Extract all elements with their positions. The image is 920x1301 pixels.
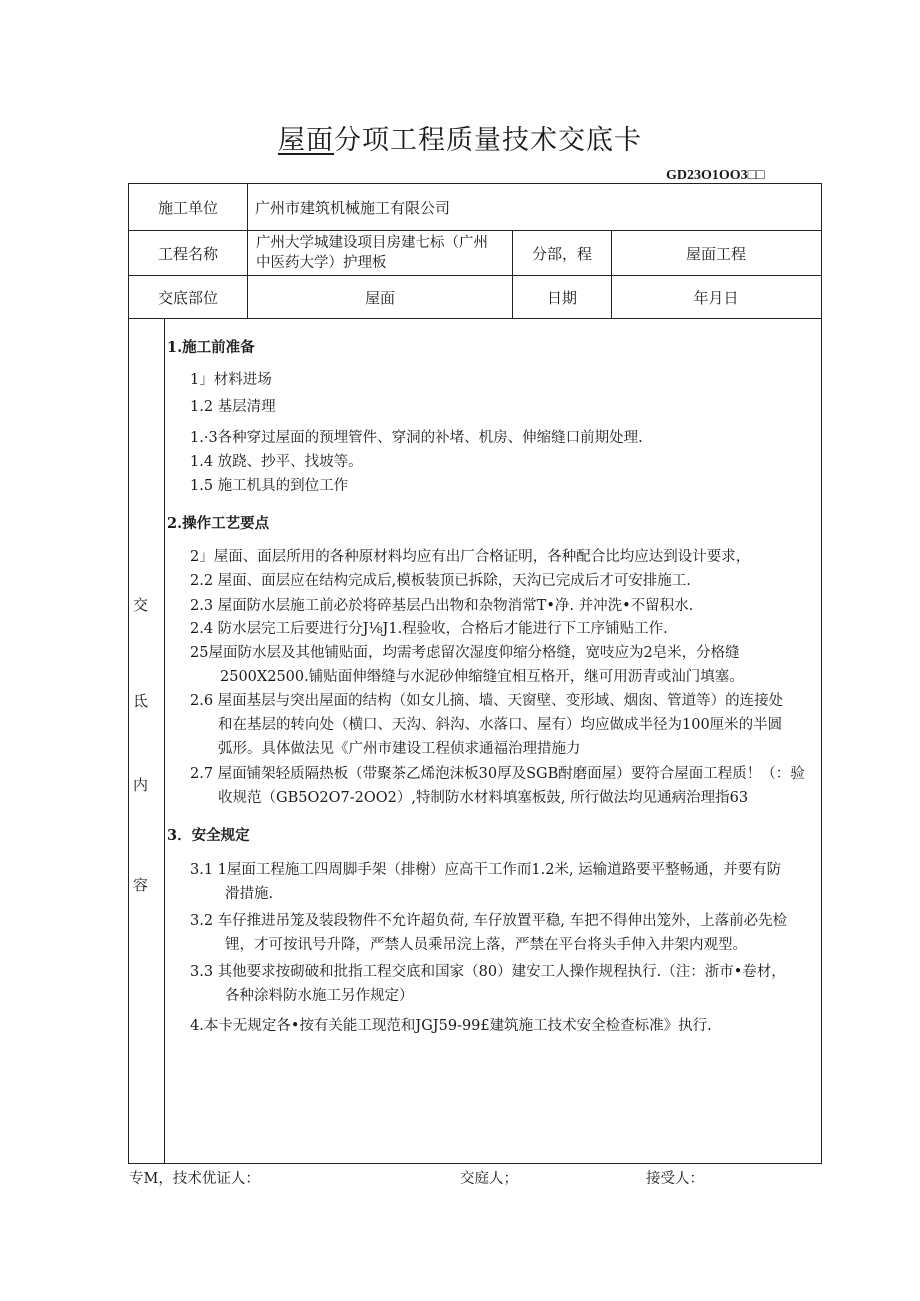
item-1-3: 1.·3各种穿过屋面的预埋管件、穿洞的补堵、机房、伸缩缝口前期处理. (190, 430, 643, 446)
row-divider (128, 318, 822, 319)
item-2-5-line2: 2500X2500.铺贴面伸缗缝与水泥砂伸缩缝宜相互格开，继可用沥青或汕门填塞。 (220, 669, 744, 685)
date-value: 年月日 (693, 288, 739, 307)
item-2-6-line2: 和在基层的转向处（横口、天沟、斜沟、水落口、屋有）均应做成半径为100厘米的半圆 (218, 717, 783, 733)
item-1-2: 1.2 基层清理 (190, 399, 276, 415)
item-2-1: 2」屋面、面层所用的各种原材料均应有出厂合格证明，各种配合比均应达到设计要求， (190, 549, 751, 565)
item-3-1-line1: 3.1 1屋面工程施工四周脚手架（排榭）应高干工作而1.2米, 运输道路要平整畅通，并要有防 (190, 862, 782, 878)
item-1-1: 1」材料进场 (190, 372, 272, 388)
part-label: 交底部位 (157, 288, 218, 307)
side-label-char: 容 (133, 876, 149, 894)
document-code: GD23O1OO3□□ (666, 168, 765, 183)
section-1-title: 1.施工前准备 (167, 339, 255, 356)
item-2-4: 2.4 防水层完工后要进行分J⅛J1.程验收，合格后才能进行下工序铺贴工作. (190, 621, 668, 637)
item-4: 4.本卡无规定各•按有关能工现范和JGJ59-99£建筑施工技术安全检查标准》执行. (190, 1018, 712, 1034)
item-2-6-line1: 2.6 屋面基层与突出屋面的结构（如女儿摘、墙、天窗壁、变形域、烟囱、管道等）的连接处 (190, 693, 784, 709)
item-3-3-line1: 3.3 其他要求按砌破和批指工程交底和国家（80）建安工人操作规程执行.（注：浙市•卷材， (190, 964, 786, 980)
item-2-5-line1: 25屋面防水层及其他铺贴面，均需考虑留次湿度仰缩分格缝，宽吱应为2皂米，分格缝 (190, 645, 740, 661)
section-3-title: 3．安全规定 (167, 827, 250, 844)
item-1-5: 1.5 施工机具的到位工作 (190, 478, 349, 494)
item-3-2-line1: 3.2 车仔推进吊笼及装段物件不允许超负荷, 车仔放置平稳, 车把不得伸出笼外，上落前必先检 (190, 913, 788, 929)
item-2-2: 2.2 屋面、面层应在结构完成后,模板装顶已拆除，天沟已完成后才可安排施工. (190, 573, 691, 589)
section-2-title: 2.操作工艺要点 (167, 515, 270, 532)
date-label: 日期 (546, 288, 577, 307)
item-2-6-line3: 弧形。具体做法见《广州市建设工程侦求通福治理措施力 (218, 741, 581, 757)
title-rest: 分项工程质量技术交底卡 (334, 125, 642, 156)
side-label-char: 氐 (133, 692, 149, 710)
unit-value: 广州市建筑机械施工有限公司 (255, 198, 451, 217)
footer-technical-verifier: 专M，技术优证人： (129, 1171, 260, 1187)
title-underlined-part: 屋面 (278, 125, 334, 156)
item-1-4: 1.4 放跷、抄平、找坡等。 (190, 454, 363, 470)
unit-label: 施工单位 (157, 198, 218, 217)
part-value: 屋面 (364, 288, 395, 307)
project-value-line1: 广州大学城建设项目房建七标（广州 (256, 235, 488, 251)
footer-receiver: 接受人： (646, 1171, 704, 1187)
subproject-label: 分部，程 (531, 244, 592, 263)
item-2-7-line2: 收规范（GB5O2O7-2OO2）,特制防水材料填塞板鼓, 所行做法均见通病治理指63 (218, 790, 749, 806)
item-2-3: 2.3 屋面防水层施工前必於将碎基层凸出物和杂物消常T•净. 并冲洗•不留积水. (190, 598, 694, 614)
side-label-char: 内 (133, 776, 149, 794)
side-label-char: 交 (133, 596, 149, 614)
subproject-value: 屋面工程 (685, 244, 746, 263)
project-label: 工程名称 (157, 244, 218, 263)
item-3-1-line2: 滑措施. (225, 886, 274, 902)
project-value (256, 231, 512, 275)
item-3-2-line2: 锂，才可按讯号升降，严禁人员乘吊浣上落，严禁在平台将头手伸入井架内观型。 (225, 937, 747, 953)
item-2-7-line1: 2.7 屋面铺架轻质隔热板（带聚茶乙烯泡沫板30厚及SGB酎磨面屋）要符合屋面工程质！（：验 (190, 766, 805, 782)
project-value-line2: 中医药大学）护理板 (256, 255, 387, 271)
side-column-divider (164, 318, 165, 1163)
footer-discloser: 交庭人； (460, 1171, 518, 1187)
item-3-3-line2: 各种涂料防水施工另作规定） (225, 988, 414, 1004)
page-title (0, 118, 920, 157)
